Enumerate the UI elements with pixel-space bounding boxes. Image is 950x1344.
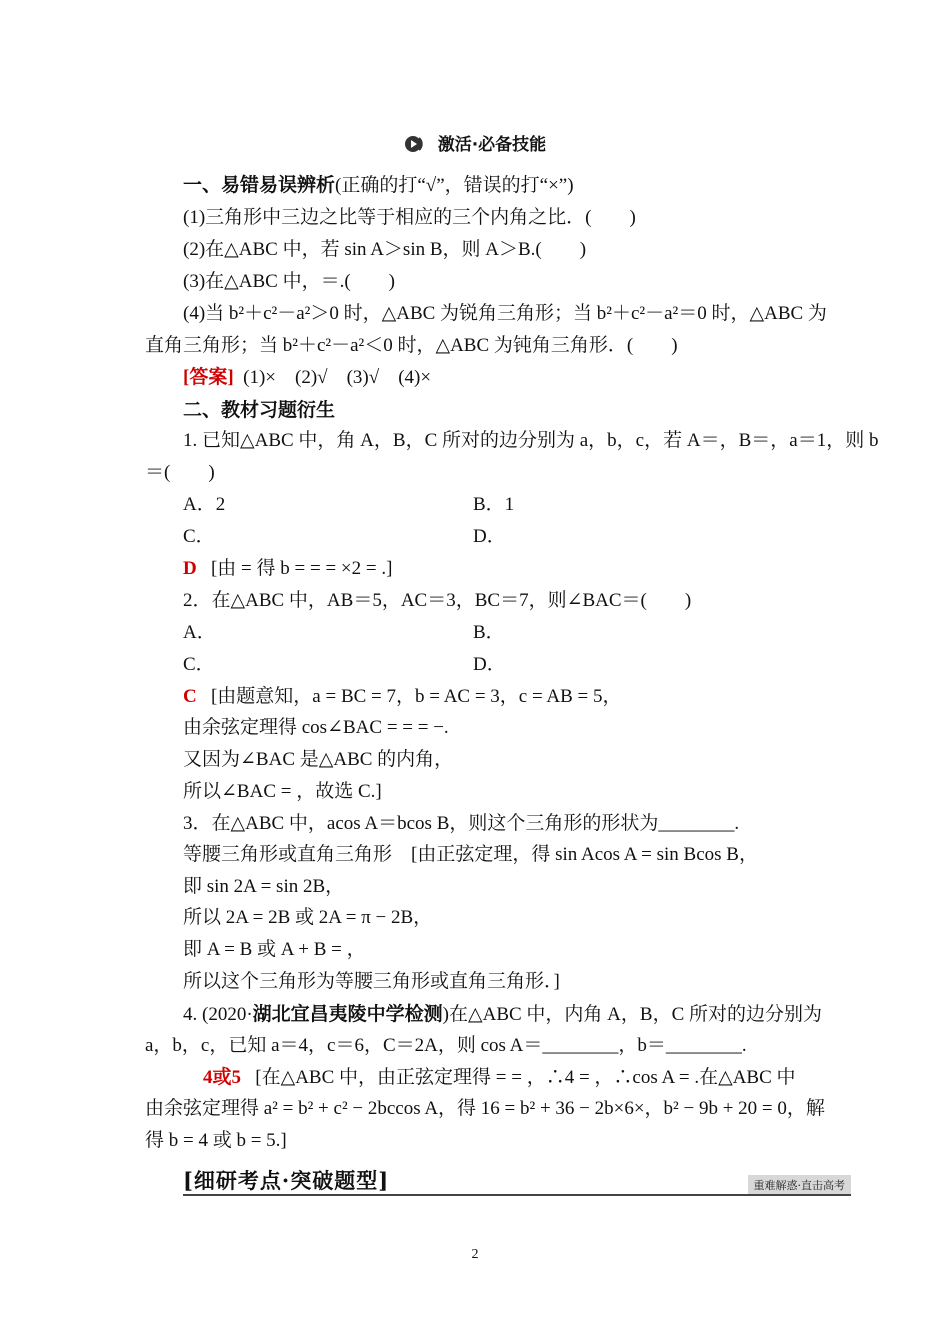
q4-solution-1: [在△ABC 中，由正弦定理得 = = ，∴4 = ，∴cos A = .在△ABC 中 [255, 1067, 796, 1088]
q2-solution-4: 所以∠BAC = ，故选 C.] [183, 781, 382, 802]
part1-item-1: (1)三角形中三边之比等于相应的三个内角之比．( ) [183, 207, 636, 228]
play-badge-icon [404, 135, 426, 153]
q1-option-b: B．1 [473, 494, 515, 515]
q4-solution-3: 得 b = 4 或 b = 5.] [145, 1130, 287, 1151]
part1-heading: 一、易错易误辨析 [183, 174, 336, 196]
q2-option-d: D． [473, 654, 506, 675]
q2-answer: C [183, 686, 197, 707]
q1-solution: [由 = 得 b = = = ×2 = .] [210, 558, 393, 579]
q3-answer: 等腰三角形或直角三角形 [183, 844, 393, 865]
part1-heading-line [183, 173, 574, 198]
q3-solution-line-1 [183, 843, 758, 867]
section-band [183, 1163, 851, 1197]
q2-solution-1: [由题意知，a = BC = 7，b = AC = 3，c = AB = 5， [210, 686, 622, 707]
q2-solution-3: 又因为∠BAC 是△ABC 的内角， [183, 749, 454, 770]
q4-solution-2: 由余弦定理得 a² = b² + c² − 2bccos A，得 16 = b² + 36 − 2b×6×，b² − 9b + 20 = 0，解 [145, 1098, 825, 1119]
q4-source: 湖北宜昌夷陵中学检测 [252, 1003, 443, 1025]
q3-solution-5: 所以这个三角形为等腰三角形或直角三角形．] [183, 971, 560, 992]
q4-stem-pre: 4. (2020· [183, 1004, 253, 1025]
q4-solution-line-1 [203, 1066, 796, 1090]
q4-stem [183, 1002, 822, 1027]
q2-stem: 2．在△ABC 中，AB＝5，AC＝3，BC＝7，则∠BAC＝( ) [183, 590, 692, 611]
band-title: [细研考点·突破题型] [183, 1168, 390, 1193]
answer-text: (1)× (2)√ (3)√ (4)× [243, 367, 432, 388]
q3-solution-4: 即 A = B 或 A + B = ， [183, 939, 366, 960]
q2-option-a: A． [183, 622, 216, 643]
part1-answer-line [183, 366, 431, 390]
q3-solution-2: 即 sin 2A = sin 2B， [183, 876, 345, 897]
q2-option-c: C． [183, 654, 215, 675]
q4-stem-post: )在△ABC 中，内角 A，B，C 所对的边分别为 [442, 1004, 822, 1025]
q1-stem: 1. 已知△ABC 中，角 A，B，C 所对的边分别为 a，b，c，若 A＝，B＝，a＝1，则 b [183, 430, 879, 451]
part2-heading: 二、教材习题衍生 [183, 399, 336, 421]
q1-stem-cont: ＝( ) [145, 462, 215, 483]
q4-stem-cont: a，b，c，已知 a＝4，c＝6，C＝2A，则 cos A＝________，b＝________. [145, 1035, 747, 1056]
q1-option-c: C． [183, 526, 215, 547]
q2-solution-line-1 [183, 685, 622, 709]
q2-option-b: B． [473, 622, 505, 643]
q4-answer: 4或5 [203, 1067, 242, 1088]
part1-item-4-cont: 直角三角形；当 b²＋c²－a²＜0 时，△ABC 为钝角三角形．( ) [145, 335, 678, 356]
q1-option-a: A．2 [183, 494, 226, 515]
q1-solution-line [183, 557, 392, 581]
section-title [0, 133, 950, 157]
answer-label: [答案] [183, 367, 234, 388]
band-divider [183, 1194, 851, 1196]
part1-item-3: (3)在△ABC 中，＝.( ) [183, 271, 395, 292]
part1-item-2: (2)在△ABC 中，若 sin A＞sin B，则 A＞B.( ) [183, 239, 587, 260]
q2-solution-2: 由余弦定理得 cos∠BAC = = = −. [183, 717, 449, 738]
part1-item-4: (4)当 b²＋c²－a²＞0 时，△ABC 为锐角三角形；当 b²＋c²－a²＝0 时，△ABC 为 [183, 303, 827, 324]
q3-solution-3: 所以 2A = 2B 或 2A = π − 2B， [183, 907, 433, 928]
q1-option-d: D． [473, 526, 506, 547]
section-title-text: 激活·必备技能 [437, 135, 547, 155]
band-tag: 重难解惑·直击高考 [748, 1175, 852, 1195]
q1-answer: D [183, 558, 197, 579]
q3-stem: 3．在△ABC 中，acos A＝bcos B，则这个三角形的形状为________. [183, 813, 740, 834]
q3-solution-1: [由正弦定理，得 sin Acos A = sin Bcos B， [411, 844, 758, 865]
part1-heading-note: (正确的打“√”，错误的打“×”) [335, 175, 574, 196]
page-number: 2 [471, 1247, 479, 1262]
